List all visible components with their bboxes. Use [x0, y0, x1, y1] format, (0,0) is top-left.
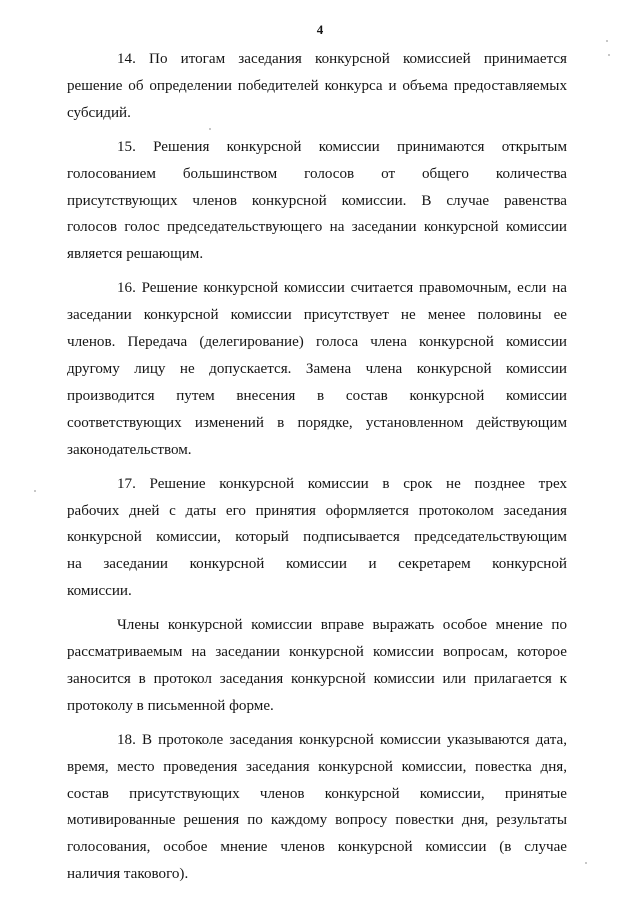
scan-speck: [34, 490, 36, 492]
text-line: законодательством.: [67, 441, 192, 458]
text-line: 14. По итогам заседания конкурсной комиссией принимается: [117, 51, 567, 67]
text-line: соответствующих изменений в порядке, установленном действующим: [67, 414, 567, 431]
paragraph: [67, 471, 567, 606]
paragraph: [67, 275, 567, 463]
text-line: 15. Решения конкурсной комиссии принимаются открытым: [117, 138, 567, 155]
text-line: рабочих дней с даты его принятия оформляется протоколом заседания: [67, 502, 567, 519]
text-line: голосованием большинством голосов от общего количества: [67, 165, 567, 182]
paragraph: [67, 612, 567, 720]
text-line: 18. В протоколе заседания конкурсной комиссии указываются дата,: [117, 731, 567, 748]
scan-speck: [209, 128, 211, 130]
text-line: протоколу в письменной форме.: [67, 697, 274, 714]
text-line: присутствующих членов конкурсной комиссии. В случае равенства: [67, 192, 567, 209]
text-line: производится путем внесения в состав конкурсной комиссии: [67, 387, 567, 404]
text-line: на заседании конкурсной комиссии и секретарем конкурсной: [67, 556, 567, 573]
scan-speck: [606, 40, 608, 42]
text-line: заседании конкурсной комиссии присутствует не менее половины ее: [67, 307, 567, 324]
text-line: голосования, особое мнение членов конкурсной комиссии (в случае: [67, 839, 567, 856]
text-line: членов. Передача (делегирование) голоса члена конкурсной комиссии: [67, 334, 567, 351]
text-line: другому лицу не допускается. Замена члена конкурсной комиссии: [67, 360, 567, 377]
page-number: 4: [316, 22, 324, 37]
text-line: наличия такового).: [67, 866, 189, 883]
text-line: комиссии.: [67, 583, 132, 600]
scan-speck: [585, 862, 587, 864]
text-line: является решающим.: [67, 246, 204, 263]
text-line: 16. Решение конкурсной комиссии считается правомочным, если на: [117, 280, 567, 297]
text-line: решение об определении победителей конкурса и объема предоставляемых: [67, 77, 567, 94]
text-line: 17. Решение конкурсной комиссии в срок не позднее трех: [117, 475, 567, 492]
scan-speck: [608, 54, 610, 56]
text-line: состав присутствующих членов конкурсной комиссии, принятые: [67, 785, 567, 802]
paragraph: [67, 46, 567, 127]
text-line: Члены конкурсной комиссии вправе выражать особое мнение по: [117, 617, 567, 634]
document-body: [67, 46, 567, 888]
text-line: голосов голос председательствующего на заседании конкурсной комиссии: [67, 219, 567, 236]
paragraph: [67, 727, 567, 888]
text-line: рассматриваемым на заседании конкурсной комиссии вопросам, которое: [67, 644, 567, 661]
text-line: заносится в протокол заседания конкурсной комиссии или прилагается к: [67, 670, 567, 687]
text-line: мотивированные решения по каждому вопросу повестки дня, результаты: [67, 812, 567, 829]
text-line: субсидий.: [67, 104, 131, 121]
text-line: конкурсной комиссии, который подписывается председательствующим: [67, 529, 567, 546]
paragraph: [67, 134, 567, 269]
text-line: время, место проведения заседания конкурсной комиссии, повестка дня,: [67, 758, 567, 775]
